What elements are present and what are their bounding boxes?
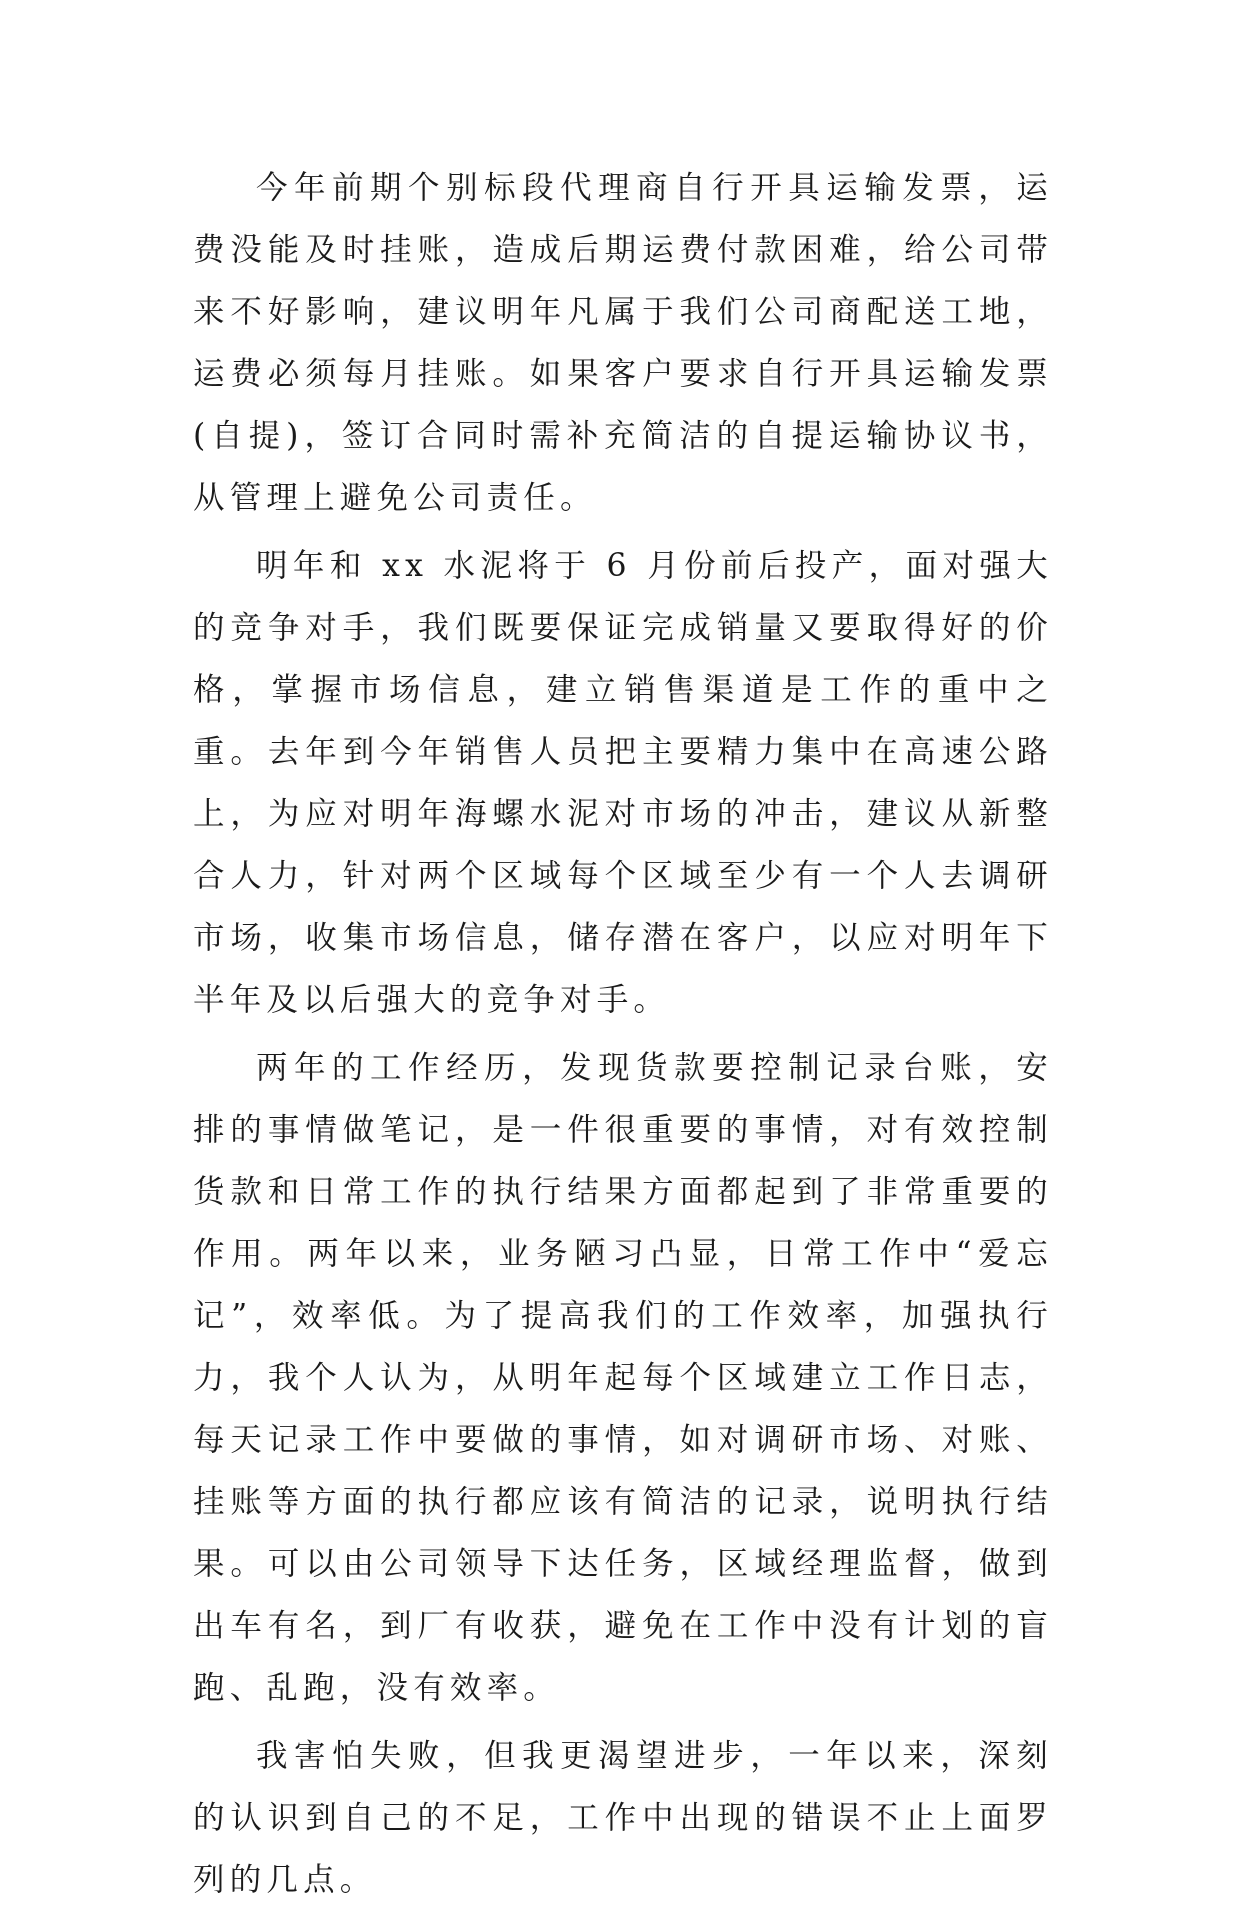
document-body [193,157,1053,1917]
paragraph-work-log: 两年的工作经历，发现货款要控制记录台账，安排的事情做笔记，是一件很重要的事情，对有效控制货款和日常工作的执行结果方面都起到了非常重要的作用。两年以来，业务陋习凸显，日常工作中“爱忘记”，效率低。为了提高我们的工作效率，加强执行力，我个人认为，从明年起每个区域建立工作日志，每天记录工作中要做的事情，如对调研市场、对账、挂账等方面的执行都应该有简洁的记录，说明执行结果。可以由公司领导下达任务，区域经理监督，做到出车有名，到厂有收获，避免在工作中没有计划的盲跑、乱跑，没有效率。 [193,1050,1053,1706]
paragraph-transport-invoice: 今年前期个别标段代理商自行开具运输发票，运费没能及时挂账，造成后期运费付款困难，给公司带来不好影响，建议明年凡属于我们公司商配送工地，运费必须每月挂账。如果客户要求自行开具运输发票(自提)，签订合同时需补充简洁的自提运输协议书，从管理上避免公司责任。 [193,170,1053,516]
paragraph-self-reflection: 我害怕失败，但我更渴望进步，一年以来，深刻的认识到自己的不足，工作中出现的错误不止上面罗列的几点。 [193,1738,1053,1898]
paragraph-market-competition: 明年和 xx 水泥将于 6 月份前后投产，面对强大的竞争对手，我们既要保证完成销量又要取得好的价格，掌握市场信息，建立销售渠道是工作的重中之重。去年到今年销售人员把主要精力集中在高速公路上，为应对明年海螺水泥对市场的冲击，建议从新整合人力，针对两个区域每个区域至少有一个人去调研市场，收集市场信息，储存潜在客户，以应对明年下半年及以后强大的竞争对手。 [193,548,1053,1018]
